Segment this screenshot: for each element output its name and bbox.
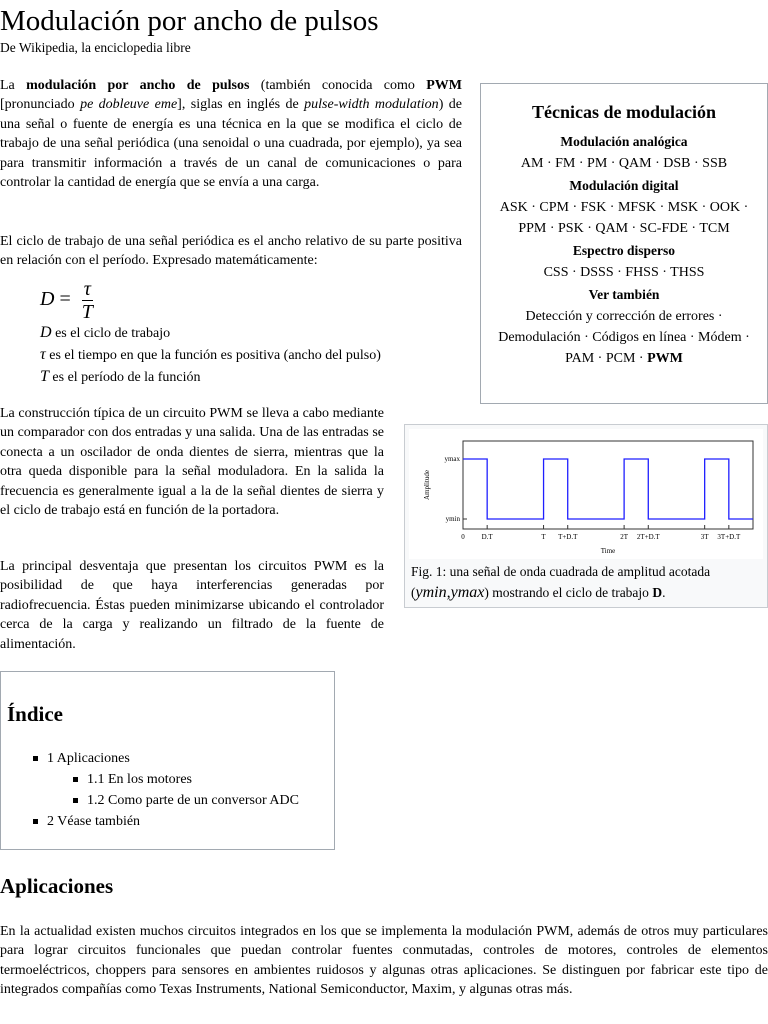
pwm-chart — [409, 429, 763, 559]
navbox-group-links[interactable]: ASK · CPM · FSK · MFSK · MSK · OOK · PPM · PSK · QAM · SC-FDE · TCM — [499, 200, 749, 236]
y-axis-label: Amplitude — [423, 470, 431, 500]
y-tick-label: ymax — [444, 455, 460, 463]
disadvantage-paragraph: La principal desventaja que presentan los circuitos PWM es la posibilidad de que haya interferencias generadas por radiofrecuencia. Éstas pueden minimizarse ubicando el controlador cerca de la carga y realizando un filtrado de la fuente de alimentación. — [0, 559, 384, 652]
navbox-group-links[interactable]: CSS · DSSS · FHSS · THSS — [543, 265, 705, 280]
navbox-group-links[interactable]: Detección y corrección de errores · Demodulación · Códigos en línea · Módem · PAM · PCM · PWM — [498, 309, 750, 366]
construction-paragraph: La construcción típica de un circuito PWM se lleva a cabo mediante un comparador con dos entradas y una salida. Una de las entradas se conecta a un oscilador de onda dientes de sierra, mientras que la otra queda disponible para la señal moduladora. En la salida la frecuencia es generalmente igual a la de la señal dientes de sierra y el ciclo de trabajo está en función de la portadora. — [0, 406, 384, 519]
x-tick-label: 3T+D.T — [717, 533, 741, 541]
toc-item[interactable]: 2 Véase también — [47, 811, 299, 832]
navbox-group-title: Modulación analógica — [560, 134, 688, 149]
x-tick-label: 2T+D.T — [636, 533, 660, 541]
bullet-icon — [33, 819, 38, 824]
figure-caption: Fig. 1: una señal de onda cuadrada de amplitud acotada (ymin,ymax) mostrando el ciclo de trabajo D. — [411, 564, 711, 601]
bullet-icon — [73, 777, 78, 782]
navbox-group-links[interactable]: AM · FM · PM · QAM · DSB · SSB — [520, 156, 728, 171]
navbox-group-title: Ver también — [588, 287, 660, 302]
x-tick-label: 2T — [620, 533, 629, 541]
toc-title: Índice — [7, 702, 64, 726]
modulation-navbox — [480, 83, 768, 404]
x-tick-label: D.T — [481, 533, 493, 541]
duty-cycle-paragraph: El ciclo de trabajo de una señal periódica es el ancho relativo de su parte positiva en relación con el período. Expresado matemáticamente: — [0, 234, 462, 269]
x-tick-label: T+D.T — [558, 533, 578, 541]
section-paragraph: En la actualidad existen muchos circuitos integrados en los que se implementa la modulación PWM, además de otros muy particulares para lograr circuitos funcionales que puedan controlar fuentes conmutadas, controles de motores, controles de elementos termoeléctricos, choppers para sensores en ambientes ruidosos y algunas otras aplicaciones. Se distinguen por fabricar este tipo de integrados compañías como Texas Instruments, National Semiconductor, Maxim, y algunas otras más. — [0, 924, 768, 998]
definition-item: τ es el tiempo en que la función es positiva (ancho del pulso) — [40, 346, 381, 363]
bullet-icon — [33, 756, 38, 761]
navbox-title: Técnicas de modulación — [531, 102, 716, 122]
definition-item: T es el período de la función — [40, 368, 201, 385]
x-tick-label: T — [541, 533, 546, 541]
x-axis-label: Time — [600, 547, 616, 555]
y-tick-label: ymin — [445, 515, 460, 523]
table-of-contents — [0, 671, 335, 850]
bullet-icon — [73, 798, 78, 803]
pwm-figure — [404, 424, 768, 608]
duty-cycle-formula: D = $\frac{\tau}{T}$ — [40, 278, 93, 323]
toc-item[interactable]: 1.1 En los motores — [87, 769, 299, 790]
page-subtitle: De Wikipedia, la enciclopedia libre — [0, 40, 191, 55]
toc-item[interactable]: 1.2 Como parte de un conversor ADC — [87, 790, 299, 811]
toc-item[interactable]: 1 Aplicaciones — [47, 748, 299, 769]
navbox-group-title: Modulación digital — [569, 178, 679, 193]
x-tick-label: 0 — [461, 533, 465, 541]
x-tick-label: 3T — [700, 533, 709, 541]
intro-paragraph: La modulación por ancho de pulsos (también conocida como PWM [pronunciado pe dobleuve eme], siglas en inglés de pulse-width modulation) de una señal o fuente de energía es una técnica en la que se modifica el ciclo de trabajo de una señal periódica (una senoidal o una cuadrada, por ejemplo), ya sea para transmitir información a través de un canal de comunicaciones o para controlar la cantidad de energía que se envía a una carga. — [0, 78, 462, 191]
definition-item: D es el ciclo de trabajo — [40, 324, 171, 341]
section-heading: Aplicaciones — [0, 874, 114, 898]
formula-definitions — [40, 322, 381, 388]
page-title: Modulación por ancho de pulsos — [0, 5, 379, 37]
navbox-group-title: Espectro disperso — [572, 243, 676, 258]
